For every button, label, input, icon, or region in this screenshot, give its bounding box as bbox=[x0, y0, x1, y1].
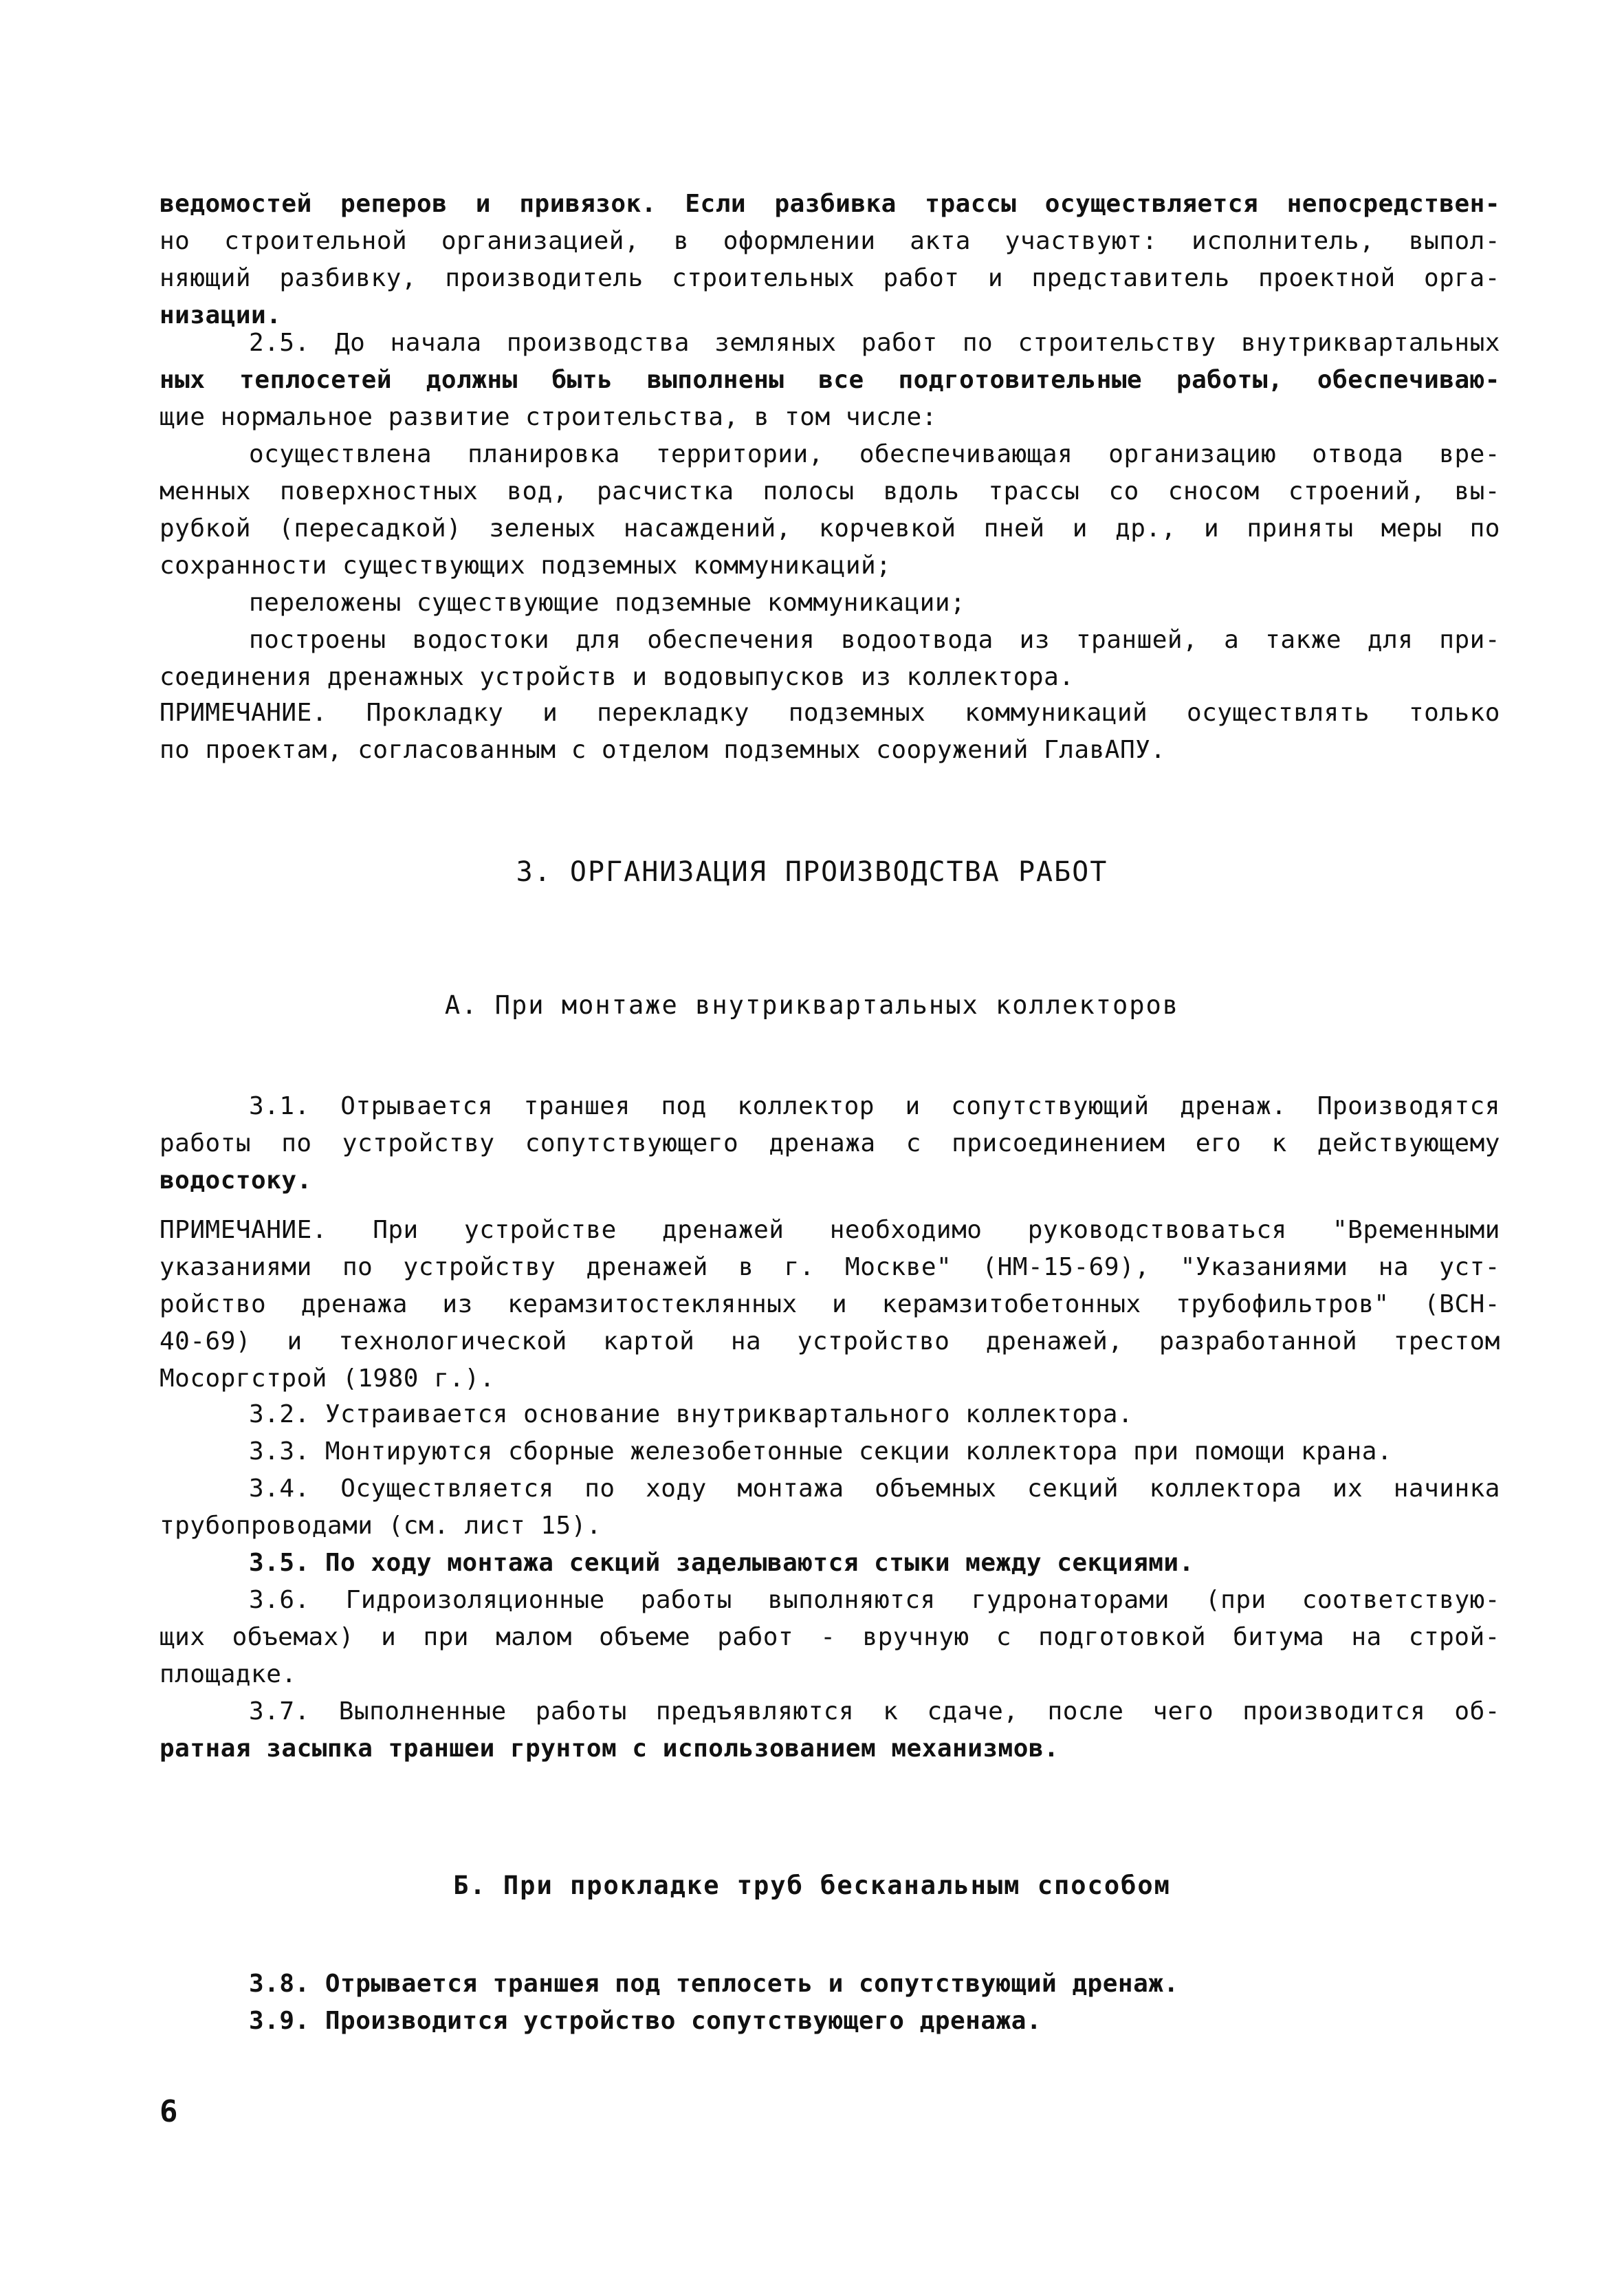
text-line bbox=[160, 1619, 1500, 1656]
text-line bbox=[160, 1693, 1500, 1730]
word: теплосетей bbox=[239, 366, 392, 394]
word: приняты bbox=[1247, 514, 1354, 543]
text-line: площадке. bbox=[160, 1660, 297, 1688]
text-line: сохранности существующих подземных коммуникаций; bbox=[160, 552, 892, 580]
text-line bbox=[160, 325, 1500, 362]
word: дренаж. bbox=[1180, 1092, 1287, 1120]
word: (при bbox=[1205, 1586, 1266, 1614]
word: начинка bbox=[1393, 1474, 1500, 1503]
word: 3.6. bbox=[249, 1586, 310, 1614]
text-line: 3.5. По ходу монтажа секций заделываются стыки между секциями. bbox=[249, 1549, 1194, 1577]
word: акта bbox=[910, 227, 971, 255]
word: коллектора bbox=[1149, 1474, 1302, 1503]
word: пней bbox=[983, 514, 1045, 543]
word: щих bbox=[160, 1623, 206, 1651]
word: и bbox=[1203, 514, 1220, 543]
word: земляных bbox=[714, 329, 837, 357]
word: разбивку, bbox=[279, 264, 417, 292]
word: сносом bbox=[1167, 477, 1260, 505]
word: с bbox=[906, 1129, 921, 1157]
word: ройство bbox=[160, 1290, 267, 1318]
page-number: 6 bbox=[160, 2094, 178, 2129]
word: привязок. bbox=[519, 190, 657, 218]
word: ведомостей bbox=[160, 190, 312, 218]
text-line bbox=[160, 186, 1500, 223]
word: объеме bbox=[599, 1623, 691, 1651]
word: проектной bbox=[1258, 264, 1396, 292]
word: работы bbox=[160, 1129, 252, 1157]
word: внутриквартальных bbox=[1240, 329, 1500, 357]
word: вручную bbox=[862, 1623, 969, 1651]
word: непосредствен- bbox=[1286, 190, 1500, 218]
text-line bbox=[160, 1470, 1500, 1507]
word: водостоки bbox=[412, 626, 550, 654]
word: ПРИМЕЧАНИЕ. bbox=[160, 1216, 327, 1244]
word: траншей, bbox=[1075, 626, 1198, 654]
word: сдаче, bbox=[927, 1697, 1019, 1726]
word: До bbox=[334, 329, 366, 357]
word: секций bbox=[1027, 1474, 1119, 1503]
word: и bbox=[987, 264, 1003, 292]
word: по bbox=[962, 329, 994, 357]
word: дренажа bbox=[769, 1129, 876, 1157]
word: работ bbox=[861, 329, 938, 357]
word: насаждений, bbox=[623, 514, 791, 543]
word: обеспечиваю- bbox=[1317, 366, 1500, 394]
word: подготовительные bbox=[898, 366, 1143, 394]
word: "Временными bbox=[1332, 1216, 1500, 1244]
word: организацией, bbox=[441, 227, 640, 255]
word: и bbox=[381, 1623, 397, 1651]
word: выполнены bbox=[646, 366, 784, 394]
word: устройстве bbox=[464, 1216, 617, 1244]
text-line: переложены существующие подземные коммуникации; bbox=[249, 589, 966, 617]
word: под bbox=[661, 1092, 707, 1120]
text-line bbox=[160, 1088, 1500, 1125]
word: сопутствующий bbox=[951, 1092, 1150, 1120]
word: трассы bbox=[988, 477, 1080, 505]
text-line bbox=[160, 1323, 1500, 1360]
word: для bbox=[575, 626, 622, 654]
word: подземных bbox=[788, 699, 926, 727]
word: по bbox=[584, 1474, 615, 1503]
word: картой bbox=[603, 1327, 695, 1356]
word: его bbox=[1195, 1129, 1242, 1157]
text-line bbox=[160, 473, 1500, 510]
word: ных bbox=[160, 366, 206, 394]
word: об- bbox=[1454, 1697, 1500, 1726]
word: обеспечивающая bbox=[859, 440, 1073, 468]
word: траншея bbox=[523, 1092, 630, 1120]
word: Осуществляется bbox=[340, 1474, 554, 1503]
word: строительных bbox=[672, 264, 855, 292]
word: расчистка bbox=[596, 477, 734, 505]
word: при- bbox=[1439, 626, 1500, 654]
word: зеленых bbox=[489, 514, 596, 543]
word: орга- bbox=[1424, 264, 1500, 292]
word: ПРИМЕЧАНИЕ. bbox=[160, 699, 327, 727]
text-line: щие нормальное развитие строительства, в том числе: bbox=[160, 403, 937, 431]
text-line: ратная засыпка траншеи грунтом с использованием механизмов. bbox=[160, 1734, 1060, 1763]
word: руководствоваться bbox=[1027, 1216, 1287, 1244]
word: Гидроизоляционные bbox=[345, 1586, 605, 1614]
word: работ bbox=[883, 264, 960, 292]
word: малом bbox=[496, 1623, 572, 1651]
word: отвода bbox=[1312, 440, 1404, 468]
word: керамзитостеклянных bbox=[507, 1290, 798, 1318]
word: керамзитобетонных bbox=[881, 1290, 1141, 1318]
steps-3-8-3-9 bbox=[160, 1966, 1500, 2040]
word: коммуникаций bbox=[965, 699, 1148, 727]
word: выпол- bbox=[1408, 227, 1500, 255]
word: строений, bbox=[1288, 477, 1426, 505]
word: дренажей, bbox=[985, 1327, 1123, 1356]
word: меры bbox=[1381, 514, 1442, 543]
note-2 bbox=[160, 1212, 1500, 1397]
word: дренажа bbox=[300, 1290, 408, 1318]
word: устройство bbox=[797, 1327, 950, 1356]
word: и bbox=[832, 1290, 848, 1318]
word: 2.5. bbox=[249, 329, 310, 357]
word: технологической bbox=[338, 1327, 567, 1356]
word: полосы bbox=[762, 477, 855, 505]
word: 3.1. bbox=[249, 1092, 310, 1120]
word: в bbox=[738, 1253, 754, 1281]
text-line bbox=[160, 510, 1500, 547]
word: по bbox=[281, 1129, 312, 1157]
word: г. bbox=[784, 1253, 815, 1281]
word: работы, bbox=[1176, 366, 1284, 394]
section-title: 3. ОРГАНИЗАЦИЯ ПРОИЗВОДСТВА РАБОТ bbox=[516, 856, 1108, 888]
text-line: соединения дренажных устройств и водовыпусков из коллектора. bbox=[160, 663, 1075, 691]
word: на bbox=[730, 1327, 762, 1356]
word: трассы bbox=[925, 190, 1017, 218]
word: к bbox=[1271, 1129, 1287, 1157]
word: Отрывается bbox=[340, 1092, 493, 1120]
word: планировка bbox=[468, 440, 620, 468]
word: организацию bbox=[1108, 440, 1277, 468]
text-line: 3.3. Монтируются сборные железобетонные секции коллектора при помощи крана. bbox=[249, 1437, 1393, 1466]
text-line bbox=[160, 1286, 1500, 1323]
word: водоотвода bbox=[841, 626, 994, 654]
word: производства bbox=[506, 329, 690, 357]
word: и bbox=[905, 1092, 921, 1120]
word: др., bbox=[1115, 514, 1176, 543]
word: также bbox=[1265, 626, 1342, 654]
word: все bbox=[818, 366, 864, 394]
word: уст- bbox=[1439, 1253, 1500, 1281]
word: реперов bbox=[340, 190, 448, 218]
word: осуществлять bbox=[1186, 699, 1370, 727]
word: начала bbox=[390, 329, 482, 357]
text-line bbox=[160, 223, 1500, 260]
word: осуществляется bbox=[1044, 190, 1259, 218]
word: и bbox=[1072, 514, 1088, 543]
text-line bbox=[160, 436, 1500, 473]
word: оформлении bbox=[723, 227, 876, 255]
text-line: 3.9. Производится устройство сопутствующего дренажа. bbox=[249, 2007, 1042, 2035]
word: Если bbox=[685, 190, 747, 218]
word: к bbox=[883, 1697, 899, 1726]
text-line bbox=[160, 1582, 1500, 1619]
word: но bbox=[160, 227, 190, 255]
word: на bbox=[1378, 1253, 1409, 1281]
word: производитель bbox=[445, 264, 644, 292]
text-line: 3.2. Устраивается основание внутриквартального коллектора. bbox=[249, 1400, 1134, 1428]
word: построены bbox=[249, 626, 386, 654]
word: чего bbox=[1152, 1697, 1214, 1726]
word: после bbox=[1047, 1697, 1124, 1726]
word: 3.7. bbox=[249, 1697, 310, 1726]
word: коллектор bbox=[737, 1092, 875, 1120]
word: работы bbox=[535, 1697, 627, 1726]
word: перекладку bbox=[597, 699, 749, 727]
word: При bbox=[373, 1216, 419, 1244]
word: Москве" bbox=[845, 1253, 952, 1281]
text-line bbox=[160, 1125, 1500, 1162]
word: корчевкой bbox=[819, 514, 956, 543]
word: монтажа bbox=[737, 1474, 844, 1503]
word: по bbox=[342, 1253, 373, 1281]
word: 3.4. bbox=[249, 1474, 310, 1503]
word: с bbox=[996, 1623, 1012, 1651]
word: объемных bbox=[875, 1474, 997, 1503]
word: производится bbox=[1242, 1697, 1426, 1726]
subsection-a-title: А. При монтаже внутриквартальных коллекторов bbox=[444, 990, 1180, 1020]
note-1 bbox=[160, 695, 1500, 769]
word: присоединением bbox=[952, 1129, 1165, 1157]
word: (пересадкой) bbox=[278, 514, 462, 543]
word: представитель bbox=[1031, 264, 1230, 292]
intro-paragraph bbox=[160, 186, 1500, 334]
word: предъявляются bbox=[655, 1697, 855, 1726]
word: на bbox=[1351, 1623, 1382, 1651]
word: дренажей bbox=[662, 1216, 784, 1244]
word: - bbox=[820, 1623, 836, 1651]
word: необходимо bbox=[829, 1216, 983, 1244]
word: (ВСН- bbox=[1424, 1290, 1500, 1318]
word: Прокладку bbox=[366, 699, 504, 727]
steps-3-2-to-3-7 bbox=[160, 1396, 1500, 1767]
text-line: низации. bbox=[160, 301, 282, 329]
word: сопутствующего bbox=[525, 1129, 739, 1157]
word: для bbox=[1367, 626, 1414, 654]
text-line bbox=[160, 622, 1500, 659]
word: вод, bbox=[507, 477, 568, 505]
word: и bbox=[475, 190, 491, 218]
word: их bbox=[1332, 1474, 1363, 1503]
word: обеспечения bbox=[647, 626, 815, 654]
word: разбивка bbox=[774, 190, 897, 218]
word: и bbox=[542, 699, 558, 727]
word: при bbox=[423, 1623, 469, 1651]
text-line: по проектам, согласованным с отделом подземных сооружений ГлавАПУ. bbox=[160, 736, 1166, 764]
paragraph-2-5 bbox=[160, 325, 1500, 696]
word: и bbox=[287, 1327, 303, 1356]
word: дренажей bbox=[586, 1253, 708, 1281]
word: Производятся bbox=[1317, 1092, 1500, 1120]
word: указаниями bbox=[160, 1253, 312, 1281]
word: Выполненные bbox=[338, 1697, 507, 1726]
word: строительной bbox=[224, 227, 408, 255]
word: со bbox=[1108, 477, 1139, 505]
text-line bbox=[160, 260, 1500, 297]
word: устройству bbox=[403, 1253, 556, 1281]
word: объемах) bbox=[232, 1623, 355, 1651]
word: осуществлена bbox=[249, 440, 432, 468]
word: менных bbox=[160, 477, 252, 505]
word: работ bbox=[717, 1623, 794, 1651]
text-line: Мосоргстрой (1980 г.). bbox=[160, 1364, 495, 1393]
word: няющий bbox=[160, 264, 252, 292]
word: работы bbox=[640, 1586, 732, 1614]
text-line bbox=[160, 1249, 1500, 1286]
word: вре- bbox=[1439, 440, 1500, 468]
word: вдоль bbox=[883, 477, 960, 505]
word: рубкой bbox=[160, 514, 252, 543]
word: устройству bbox=[342, 1129, 495, 1157]
word: из bbox=[1019, 626, 1051, 654]
word: разработанной bbox=[1159, 1327, 1358, 1356]
word: территории, bbox=[655, 440, 824, 468]
word: ходу bbox=[646, 1474, 707, 1503]
word: а bbox=[1224, 626, 1240, 654]
subsection-b-title: Б. При прокладке труб бесканальным способом bbox=[453, 1871, 1171, 1900]
word: только bbox=[1408, 699, 1500, 727]
word: трестом bbox=[1393, 1327, 1500, 1356]
text-line bbox=[160, 695, 1500, 732]
paragraph-3-1 bbox=[160, 1088, 1500, 1199]
text-line: водостоку. bbox=[160, 1166, 312, 1195]
word: действующему bbox=[1317, 1129, 1500, 1157]
word: по bbox=[1469, 514, 1500, 543]
word: (НМ-15-69), bbox=[982, 1253, 1150, 1281]
word: должны bbox=[426, 366, 518, 394]
word: 40-69) bbox=[160, 1327, 252, 1356]
word: вы- bbox=[1454, 477, 1500, 505]
word: битума bbox=[1233, 1623, 1325, 1651]
text-line bbox=[160, 362, 1500, 399]
text-line bbox=[160, 1212, 1500, 1249]
word: поверхностных bbox=[280, 477, 479, 505]
word: выполняются bbox=[767, 1586, 936, 1614]
word: участвуют: bbox=[1005, 227, 1158, 255]
text-line: трубопроводами (см. лист 15). bbox=[160, 1512, 602, 1540]
word: трубофильтров" bbox=[1176, 1290, 1390, 1318]
word: из bbox=[442, 1290, 473, 1318]
text-line: 3.8. Отрывается траншея под теплосеть и сопутствующий дренаж. bbox=[249, 1970, 1179, 1998]
word: подготовкой bbox=[1038, 1623, 1207, 1651]
word: строительству bbox=[1018, 329, 1216, 357]
word: быть bbox=[551, 366, 613, 394]
word: исполнитель, bbox=[1192, 227, 1375, 255]
word: соответствую- bbox=[1302, 1586, 1500, 1614]
word: "Указаниями bbox=[1180, 1253, 1348, 1281]
word: строй- bbox=[1408, 1623, 1500, 1651]
word: в bbox=[673, 227, 690, 255]
word: гудронаторами bbox=[971, 1586, 1170, 1614]
